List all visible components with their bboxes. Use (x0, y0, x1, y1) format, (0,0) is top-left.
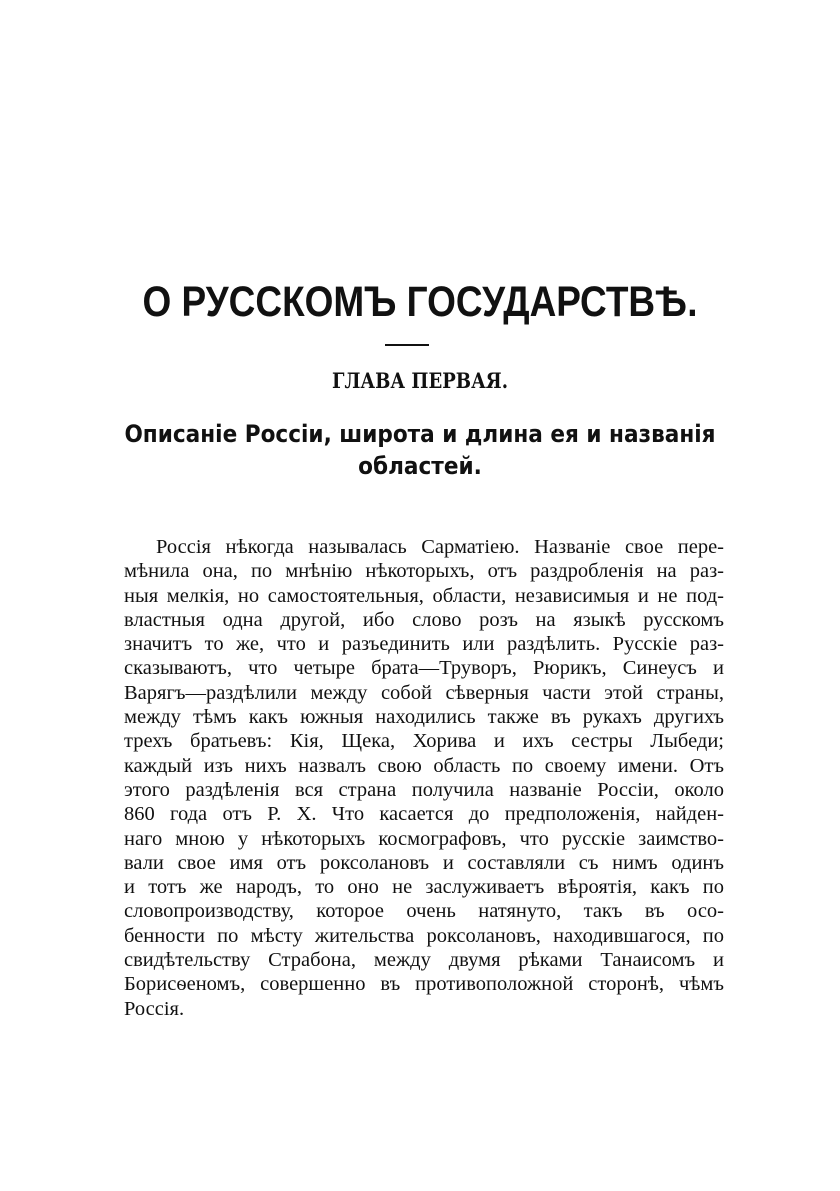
text-line: 860 года отъ Р. Х. Что касается до предположенія, найден- (124, 803, 724, 826)
text-line: ныя мелкія, но самостоятельныя, области, независимыя и не под- (124, 584, 724, 607)
text-line: Варягъ—раздѣлили между собой сѣверныя части этой страны, (124, 681, 724, 704)
text-line: трехъ братьевъ: Кія, Щека, Хорива и ихъ сестры Лыбеди; (124, 730, 724, 753)
text-line: бенности по мѣсту жительства роксолановъ, находившагося, по (124, 924, 724, 947)
text-line: сказываютъ, что четыре брата—Труворъ, Рюрикъ, Синеусъ и (124, 657, 724, 680)
title-divider (385, 344, 429, 346)
chapter-heading: ГЛАВА ПЕРВАЯ. (331, 368, 509, 393)
text-line: этого раздѣленія вся страна получила названіе Россіи, около (124, 778, 724, 801)
chapter-subtitle: Описаніе Россіи, широта и длина ея и названія областей. (124, 420, 716, 480)
text-line: наго мною у нѣкоторыхъ космографовъ, что русскіе заимство- (124, 827, 724, 850)
text-line: и тотъ же народъ, то оно не заслуживаетъ вѣроятія, какъ по (124, 876, 724, 899)
text-line: значитъ то же, что и разъединить или раздѣлить. Русскіе раз- (124, 633, 724, 656)
text-line: вали свое имя отъ роксолановъ и составляли съ нимъ одинъ (124, 851, 724, 874)
page-title: О РУССКОМЪ ГОСУДАРСТВѢ. (142, 278, 698, 326)
text-line: словопроизводству, которое очень натянуто, такъ въ осо- (124, 900, 724, 923)
text-line: между тѣмъ какъ южныя находились также въ рукахъ другихъ (124, 706, 724, 729)
text-line: свидѣтельству Страбона, между двумя рѣками Танаисомъ и (124, 949, 724, 972)
text-line: Россія нѣкогда называлась Сарматіею. Названіе свое пере- (156, 536, 724, 558)
text-line: властныя одна другой, ибо слово розъ на языкѣ русскомъ (124, 608, 724, 631)
text-line: Россія. (124, 997, 185, 1020)
text-line: мѣнила она, по мнѣнію нѣкоторыхъ, отъ раздробленія на раз- (124, 560, 724, 583)
text-line: Борисѳеномъ, совершенно въ противоположной сторонѣ, чѣмъ (124, 973, 724, 996)
body-paragraph (124, 535, 724, 1021)
text-line: каждый изъ нихъ назвалъ свою область по своему имени. Отъ (124, 754, 724, 777)
